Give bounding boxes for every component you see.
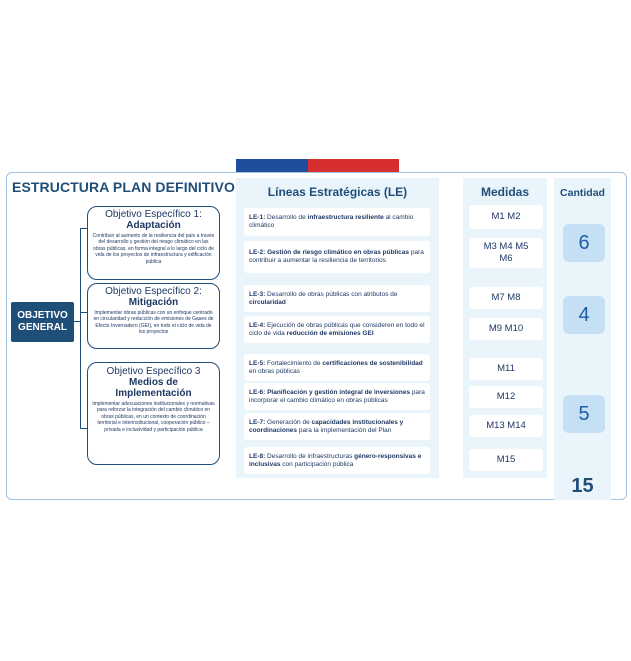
- medida-item-1: M1 M2: [469, 205, 543, 229]
- medida-item-5: M11: [469, 358, 543, 380]
- linea-le-8: LE-8: Desarrollo de infraestructuras género-responsivas e inclusivas con participación pública: [244, 447, 430, 474]
- cantidad-box-2: 4: [563, 296, 605, 334]
- medidas-title: Medidas: [480, 185, 529, 199]
- linea-le-2: LE-2: Gestión de riesgo climático en obras públicas para contribuir a aumentar la resiliencia de territorios: [244, 241, 430, 273]
- linea-le-5: LE-5: Fortalecimiento de certificaciones de sostenibilidad en obras públicas: [244, 354, 430, 381]
- objetivo-especifico-1: [87, 206, 220, 280]
- objetivo-2-heading: Objetivo Específico 2:: [105, 286, 202, 297]
- objetivo-general-label: OBJETIVO GENERAL: [17, 310, 68, 333]
- linea-le-1: LE-1: Desarrollo de infraestructura resiliente al cambio climático: [244, 208, 430, 236]
- linea-le-7: LE-7: Generación de capacidades institucionales y coordinaciones para la implementación del Plan: [244, 413, 430, 440]
- objetivo-especifico-3: [87, 362, 220, 465]
- objetivo-2-desc: Implementar obras públicas con un enfoque centrado en circularidad y reducción de emisiones de Gases de Efecto Invernadero (GEI), en todo el ciclo de vida de los proyectos: [93, 310, 214, 336]
- connector-obj-1: [80, 228, 87, 229]
- medida-item-2: M3 M4 M5 M6: [469, 238, 543, 268]
- objetivo-1-heading: Objetivo Específico 1:: [105, 209, 202, 220]
- objetivo-3-heading: Objetivo Específico 3: [106, 366, 201, 377]
- cantidad-box-3: 5: [563, 395, 605, 433]
- objetivo-general-box: [11, 302, 74, 342]
- cantidad-box-1: 6: [563, 224, 605, 262]
- objetivo-3-desc: Implementar adecuaciones institucionales y normativas para reforzar la integración del cambio climático en obras públicas, en un contexto de coordinación territorial e interinstitucional, cooperación público – privada e inclusividad y participación pública: [92, 401, 215, 433]
- connector-obj-2: [80, 312, 87, 313]
- linea-le-4: LE-4: Ejecución de obras públicas que consideren en todo el ciclo de vida reducción de emisiones GEI: [244, 316, 430, 343]
- connector-obj-3: [80, 428, 87, 429]
- objetivo-2-name: Mitigación: [128, 297, 179, 308]
- objetivo-especifico-2: [87, 283, 220, 349]
- medida-item-8: M15: [469, 449, 543, 471]
- medida-item-3: M7 M8: [469, 287, 543, 309]
- cantidad-total: 15: [571, 475, 594, 497]
- connector-vertical: [80, 228, 81, 428]
- objetivo-1-name: Adaptación: [126, 220, 181, 231]
- medida-item-7: M13 M14: [469, 415, 543, 437]
- diagram-title: ESTRUCTURA PLAN DEFINITIVO: [12, 179, 235, 195]
- flag-blue-bar: [236, 159, 308, 172]
- flag-red-bar: [308, 159, 399, 172]
- medida-item-4: M9 M10: [469, 318, 543, 340]
- medida-item-6: M12: [469, 386, 543, 408]
- objetivo-3-name: Medios de Implementación: [115, 377, 192, 399]
- cantidad-title: Cantidad: [560, 187, 605, 199]
- objetivo-1-desc: Contribuir al aumento de la resiliencia del país a través del desarrollo y gestión del riesgo climático en las obras públicas, en forma integral a lo largo del ciclo de vida de los proyectos de infraestructura y edificación pública: [92, 233, 215, 265]
- lineas-title: Líneas Estratégicas (LE): [267, 185, 408, 199]
- linea-le-6: LE-6: Planificación y gestión integral de inversiones para incorporar el cambio climático en obras públicas: [244, 383, 430, 410]
- linea-le-3: LE-3: Desarrollo de obras públicas con atributos de circularidad: [244, 285, 430, 312]
